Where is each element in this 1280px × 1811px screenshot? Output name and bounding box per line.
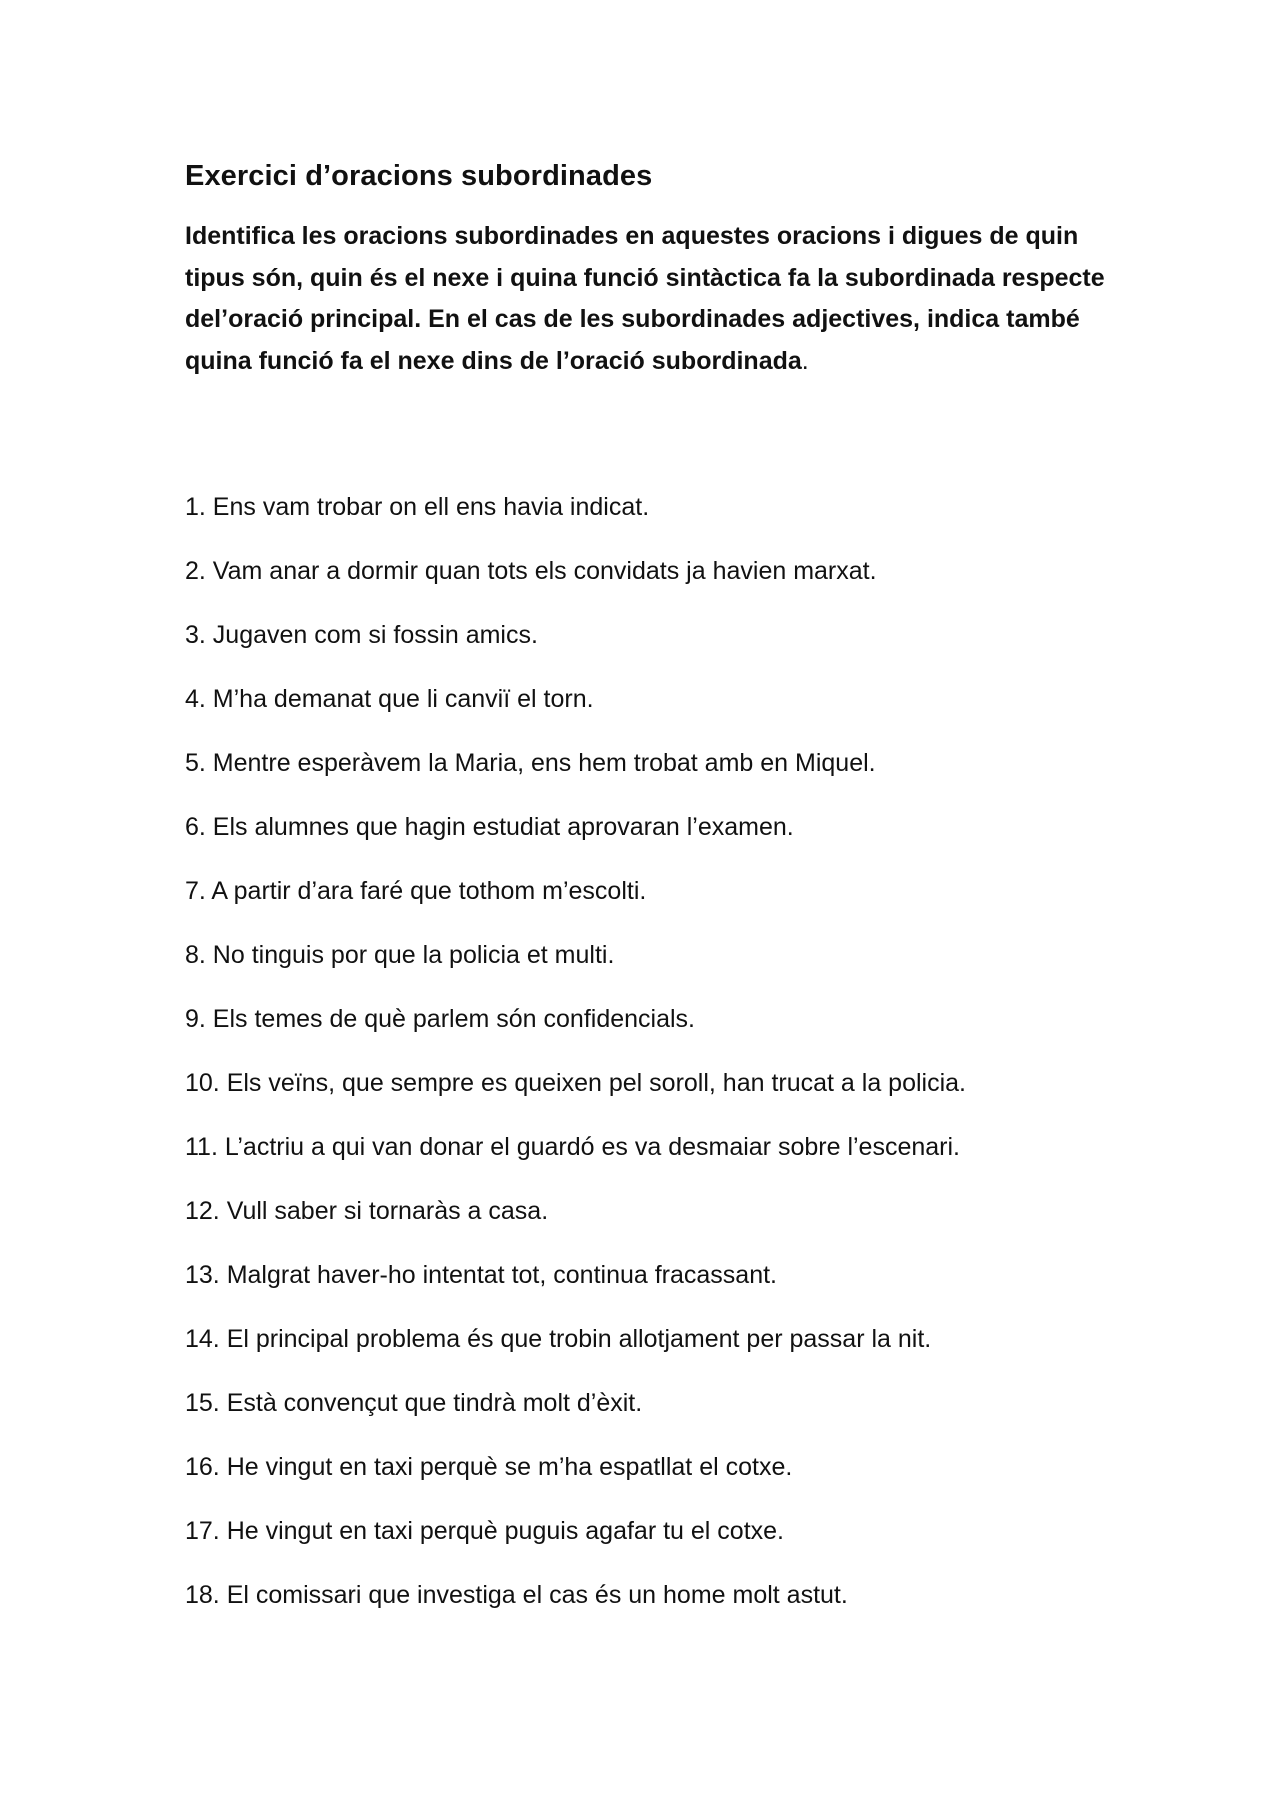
exercise-sentence: 10. Els veïns, que sempre es queixen pel soroll, han trucat a la policia.	[185, 1069, 966, 1097]
exercise-sentence: 12. Vull saber si tornaràs a casa.	[185, 1197, 549, 1225]
exercise-sentence: 5. Mentre esperàvem la Maria, ens hem trobat amb en Miquel.	[185, 749, 876, 777]
exercise-sentence: 11. L’actriu a qui van donar el guardó es va desmaiar sobre l’escenari.	[185, 1133, 960, 1161]
exercise-sentence: 14. El principal problema és que trobin allotjament per passar la nit.	[185, 1325, 932, 1353]
instructions-period: .	[801, 346, 809, 375]
exercise-sentence: 1. Ens vam trobar on ell ens havia indicat.	[185, 493, 650, 521]
instructions-text: Identifica les oracions subordinades en aquestes oracions i digues de quin tipus són, quin és el nexe i quina funció sintàctica fa la subordinada respecte del’oració principal. En el cas de les subordinades adjectives, indica també quina funció fa el nexe dins de l’oració subordinada	[185, 222, 1105, 375]
instructions-paragraph	[185, 216, 1105, 382]
document-title: Exercici d’oracions subordinades	[185, 160, 653, 192]
exercise-sentence: 7. A partir d’ara faré que tothom m’escolti.	[185, 877, 647, 905]
exercise-sentence: 4. M’ha demanat que li canviï el torn.	[185, 685, 594, 713]
exercise-sentence: 16. He vingut en taxi perquè se m’ha espatllat el cotxe.	[185, 1453, 793, 1481]
exercise-sentence: 15. Està convençut que tindrà molt d’èxit.	[185, 1389, 643, 1417]
exercise-sentence: 18. El comissari que investiga el cas és un home molt astut.	[185, 1581, 848, 1609]
document-content	[185, 150, 1105, 1609]
exercise-list	[185, 475, 1105, 1627]
exercise-sentence: 9. Els temes de què parlem són confidencials.	[185, 1005, 695, 1033]
exercise-sentence: 6. Els alumnes que hagin estudiat aprovaran l’examen.	[185, 813, 794, 841]
exercise-sentence: 8. No tinguis por que la policia et multi.	[185, 941, 615, 969]
exercise-sentence: 3. Jugaven com si fossin amics.	[185, 621, 538, 649]
exercise-sentence: 17. He vingut en taxi perquè puguis agafar tu el cotxe.	[185, 1517, 784, 1545]
exercise-sentence: 13. Malgrat haver-ho intentat tot, continua fracassant.	[185, 1261, 778, 1289]
exercise-sentence: 2. Vam anar a dormir quan tots els convidats ja havien marxat.	[185, 557, 877, 585]
